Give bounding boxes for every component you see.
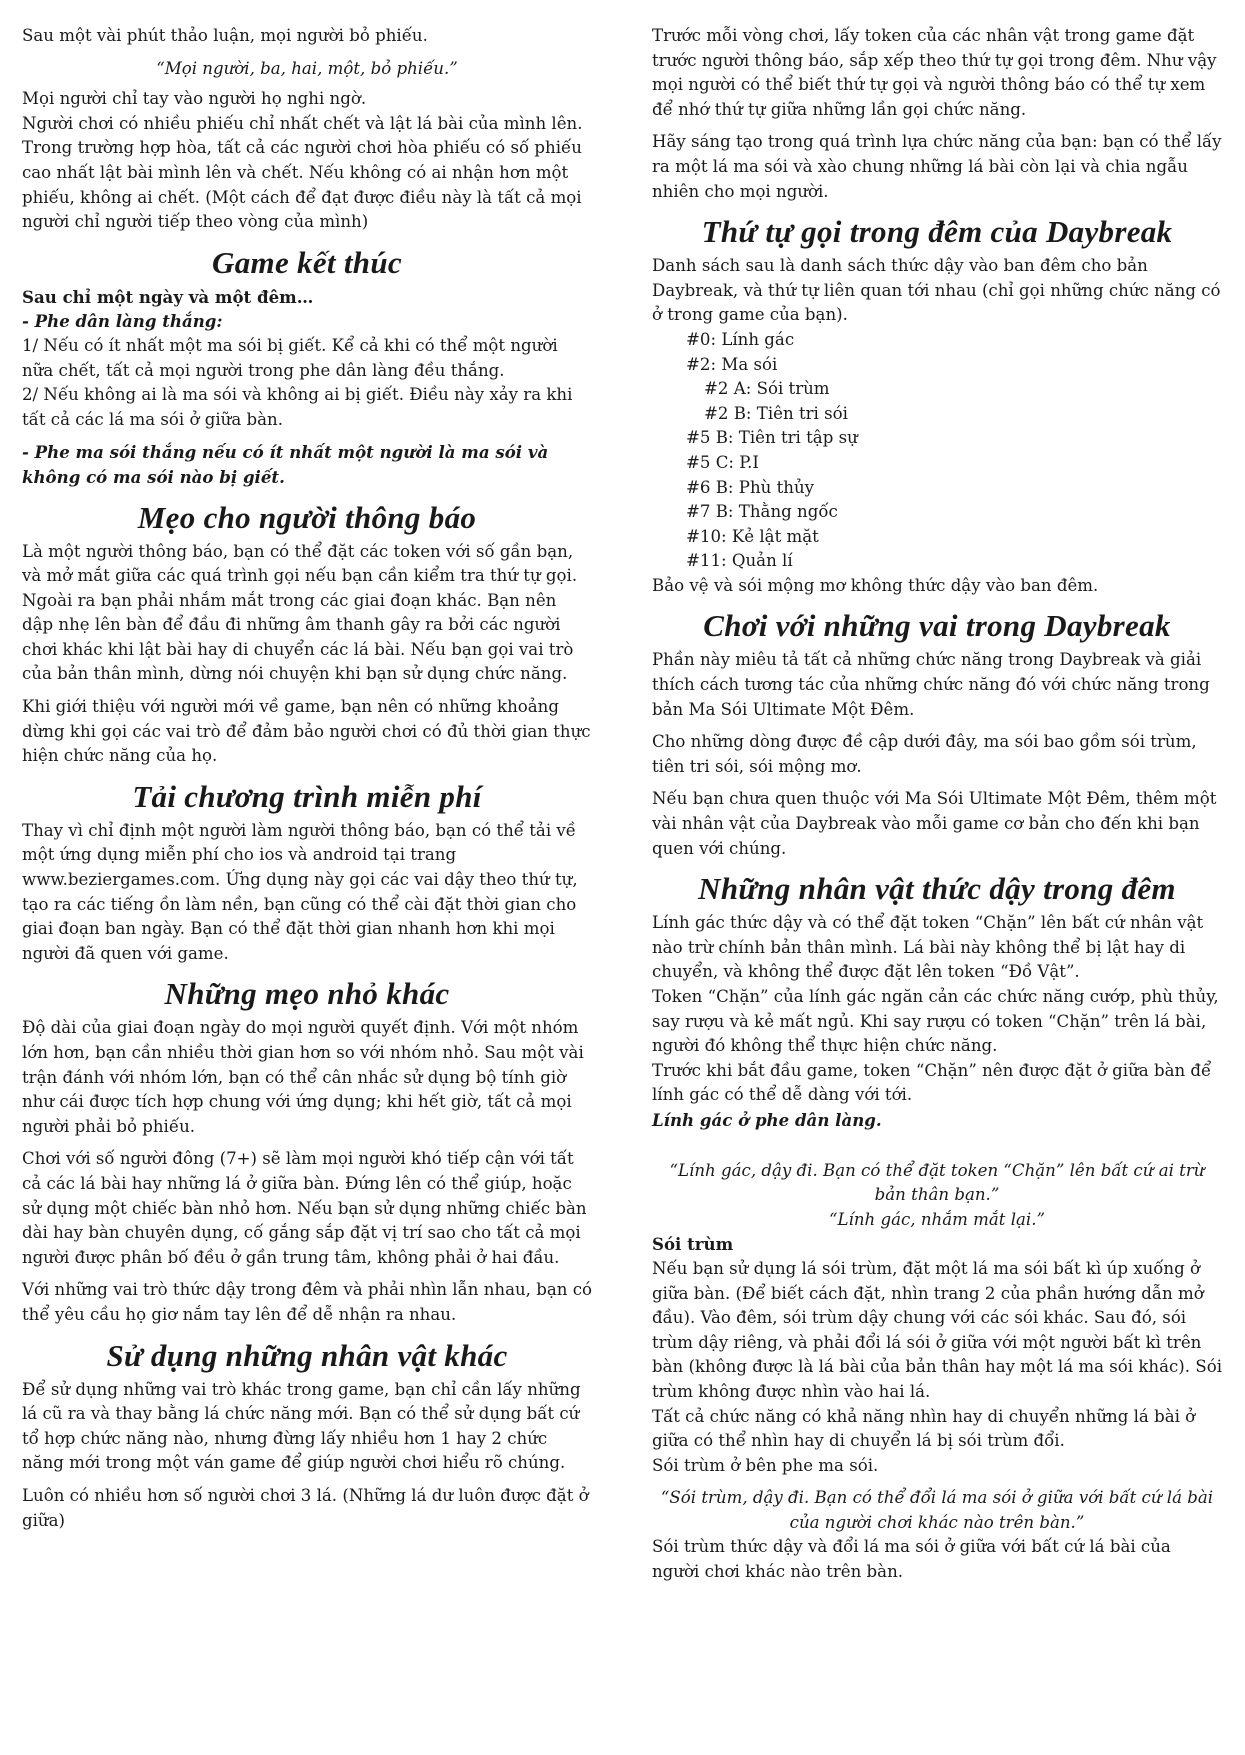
- list-item: #2 A: Sói trùm: [704, 379, 830, 399]
- list-item: #2: Ma sói: [686, 354, 778, 374]
- paragraph: Nếu bạn sử dụng lá sói trùm, đặt một lá ma sói bất kì úp xuống ở giữa bàn. (Để biết cách đặt, nhìn trang 2 của phần hướng dẫn mở đầu). Vào đêm, sói trùm dậy chung với các sói khác. Sau đó, sói trùm dậy riêng, và phải đổi lá sói ở giữa với một người bất kì trên bàn (không được là lá bài của bản thân hay một lá ma sói khác). Sói trùm không được nhìn vào hai lá.: [652, 1258, 1222, 1401]
- paragraph: Phần này miêu tả tất cả những chức năng trong Daybreak và giải thích cách tương tác của những chức năng đó với chức năng trong bản Ma Sói Ultimate Một Đêm.: [652, 650, 1210, 719]
- heading-tai-chuong-trinh: Tải chương trình miễn phí: [132, 778, 482, 814]
- quote: “Mọi người, ba, hai, một, bỏ phiếu.”: [156, 58, 458, 78]
- paragraph: Là một người thông báo, bạn có thể đặt các token với số gần bạn, và mở mắt giữa các quá trình gọi nếu bạn cần kiểm tra thứ tự gọi. Ngoài ra bạn phải nhắm mắt trong các giai đoạn khác. Bạn nên dập nhẹ lên bàn để đầu đi những âm thanh gây ra bởi các người chơi khác khi lật bài hay di chuyển các lá bài. Nếu bạn gọi vai trò của bản thân mình, dừng nói chuyện khi bạn sử dụng chức năng.: [22, 541, 578, 684]
- heading-nhung-meo-nho-khac: Những mẹo nhỏ khác: [164, 976, 450, 1012]
- paragraph: 2/ Nếu không ai là ma sói và không ai bị giết. Điều này xảy ra khi tất cả các lá ma sói ở giữa bàn.: [22, 385, 573, 429]
- heading-su-dung-nhung-nhan-vat-khac: Sử dụng những nhân vật khác: [106, 1337, 508, 1373]
- paragraph: Luôn có nhiều hơn số người chơi 3 lá. (Những lá dư luôn được đặt ở giữa): [22, 1485, 589, 1530]
- paragraph: Trước khi bắt đầu game, token “Chặn” nên được đặt ở giữa bàn để lính gác có thể dễ dàng với tới.: [652, 1060, 1212, 1105]
- paragraph: 1/ Nếu có ít nhất một ma sói bị giết. Kể cả khi có thể một người nữa chết, tất cả mọi người trong phe dân làng đều thắng.: [22, 335, 558, 380]
- list-item: #5 C: P.I: [686, 452, 759, 472]
- paragraph: Cho những dòng được đề cập dưới đây, ma sói bao gồm sói trùm, tiên tri sói, sói mộng mơ.: [652, 732, 1197, 776]
- paragraph: Độ dài của giai đoạn ngày do mọi người quyết định. Với một nhóm lớn hơn, bạn cần nhiều thời gian hơn so với nhóm nhỏ. Sau một vài trận đánh với nhóm lớn, bạn có thể cân nhắc sử dụng bộ tính giờ như cái được tích hợp chung với ứng dụng; khi hết giờ, tất cả mọi người phải bỏ phiếu.: [22, 1018, 584, 1136]
- list-item: #5 B: Tiên tri tập sự: [686, 428, 858, 448]
- quote: “Lính gác, dậy đi. Bạn có thể đặt token “Chặn” lên bất cứ ai trừ bản thân bạn.”: [669, 1160, 1205, 1205]
- heading-nhung-nhan-vat-thuc-day: Những nhân vật thức dậy trong đêm: [698, 871, 1176, 907]
- subheading: Sau chỉ một ngày và một đêm…: [22, 286, 314, 307]
- paragraph: Sói trùm ở bên phe ma sói.: [652, 1455, 879, 1475]
- quote: “Lính gác, nhắm mắt lại.”: [829, 1209, 1045, 1229]
- paragraph: Nếu bạn chưa quen thuộc với Ma Sói Ultimate Một Đêm, thêm một vài nhân vật của Daybreak vào mỗi game cơ bản cho đến khi bạn quen với chúng.: [652, 789, 1217, 858]
- subheading: - Phe dân làng thắng:: [22, 311, 223, 332]
- list-item: #6 B: Phù thủy: [686, 477, 815, 497]
- heading-thu-tu-goi: Thứ tự gọi trong đêm của Daybreak: [701, 214, 1173, 250]
- paragraph: Khi giới thiệu với người mới về game, bạn nên có những khoảng dừng khi gọi các vai trò để đảm bảo người chơi có đủ thời gian thực hiện chức năng của họ.: [22, 697, 591, 766]
- subheading: Lính gác ở phe dân làng.: [652, 1109, 882, 1130]
- list-item: #10: Kẻ lật mặt: [686, 526, 819, 546]
- paragraph: Tất cả chức năng có khả năng nhìn hay di chuyển những lá bài ở giữa có thể nhìn hay di chuyển lá bị sói trùm đổi.: [652, 1406, 1196, 1451]
- paragraph: Token “Chặn” của lính gác ngăn cản các chức năng cướp, phù thủy, say rượu và kẻ mất ngủ. Khi say rượu có token “Chặn” trên lá bài, người đó không thể thực hiện chức năng.: [652, 987, 1219, 1056]
- paragraph: Hãy sáng tạo trong quá trình lựa chức năng của bạn: bạn có thể lấy ra một lá ma sói và xào chung những lá bài còn lại và chia ngẫu nhiên cho mọi người.: [652, 132, 1222, 201]
- paragraph: Bảo vệ và sói mộng mơ không thức dậy vào ban đêm.: [652, 575, 1099, 595]
- paragraph: Với những vai trò thức dậy trong đêm và phải nhìn lẫn nhau, bạn có thể yêu cầu họ giơ nắm tay lên để dễ nhận ra nhau.: [22, 1280, 592, 1324]
- left-column: [22, 24, 592, 1541]
- right-column: [652, 24, 1222, 1593]
- paragraph: Trước mỗi vòng chơi, lấy token của các nhân vật trong game đặt trước người thông báo, sắp xếp theo thứ tự gọi trong đêm. Như vậy mọi người có thể biết thứ tự gọi và người thông báo có thể tự xem để nhớ thứ tự giữa những lần gọi chức năng.: [652, 26, 1217, 119]
- heading-game-ket-thuc: Game kết thúc: [212, 244, 402, 280]
- list-item: #2 B: Tiên tri sói: [704, 403, 848, 423]
- night-order-list: [652, 328, 1222, 574]
- subheading: - Phe ma sói thắng nếu có ít nhất một người là ma sói và không có ma sói nào bị giết.: [22, 442, 549, 487]
- paragraph: Danh sách sau là danh sách thức dậy vào ban đêm cho bản Daybreak, và thứ tự liên quan tới nhau (chỉ gọi những chức năng có ở trong game của bạn).: [652, 256, 1221, 325]
- paragraph: Người chơi có nhiều phiếu chỉ nhất chết và lật lá bài của mình lên. Trong trường hợp hòa, tất cả các người chơi hòa phiếu có số phiếu cao nhất lật bài mình lên và chết. Nếu không có ai nhận hơn một phiếu, không ai chết. (Một cách để đạt được điều này là tất cả mọi người chỉ người tiếp theo vòng của mình): [22, 113, 583, 232]
- subheading: Sói trùm: [652, 1234, 734, 1255]
- heading-choi-voi-nhung-vai: Chơi với những vai trong Daybreak: [703, 608, 1171, 644]
- quote: “Sói trùm, dậy đi. Bạn có thể đổi lá ma sói ở giữa với bất cứ lá bài của người chơi khác nào trên bàn.”: [660, 1488, 1214, 1532]
- heading-meo-cho-nguoi-thong-bao: Mẹo cho người thông báo: [137, 499, 477, 535]
- paragraph: Để sử dụng những vai trò khác trong game, bạn chỉ cần lấy những lá cũ ra và thay bằng lá chức năng mới. Bạn có thể sử dụng bất cứ tổ hợp chức năng nào, nhưng đừng lấy nhiều hơn 1 hay 2 chức năng mới trong một ván game để giúp người chơi hiểu rõ chúng.: [22, 1379, 581, 1473]
- paragraph: Mọi người chỉ tay vào người họ nghi ngờ.: [22, 89, 367, 109]
- paragraph: Sau một vài phút thảo luận, mọi người bỏ phiếu.: [22, 26, 428, 45]
- list-item: #11: Quản lí: [686, 551, 793, 571]
- paragraph: Chơi với số người đông (7+) sẽ làm mọi người khó tiếp cận với tất cả các lá bài hay những lá ở giữa bàn. Đứng lên có thể giúp, hoặc sử dụng một chiếc bàn nhỏ hơn. Nếu bạn sử dụng những chiếc bàn dài hay bàn chuyên dụng, cố gắng sắp đặt vị trí sao cho tất cả mọi người được phân bố đều ở gần trung tâm, không phải ở hai đầu.: [22, 1149, 587, 1267]
- paragraph: Sói trùm thức dậy và đổi lá ma sói ở giữa với bất cứ lá bài của người chơi khác nào trên bàn.: [652, 1537, 1171, 1582]
- list-item: #7 B: Thằng ngốc: [686, 502, 838, 522]
- paragraph: Thay vì chỉ định một người làm người thông báo, bạn có thể tải về một ứng dụng miễn phí cho ios và android tại trang www.beziergames.com. Ứng dụng này gọi các vai dậy theo thứ tự, tạo ra các tiếng ồn làm nền, bạn cũng có thể cài đặt thời gian cho giai đoạn ban ngày. Bạn có thể đặt thời gian nhanh hơn khi mọi người đã quen với game.: [22, 820, 578, 963]
- paragraph: Lính gác thức dậy và có thể đặt token “Chặn” lên bất cứ nhân vật nào trừ chính bản thân mình. Lá bài này không thể bị lật hay di chuyển, và không thể được đặt lên token “Đồ Vật”.: [652, 913, 1204, 982]
- list-item: #0: Lính gác: [686, 329, 795, 349]
